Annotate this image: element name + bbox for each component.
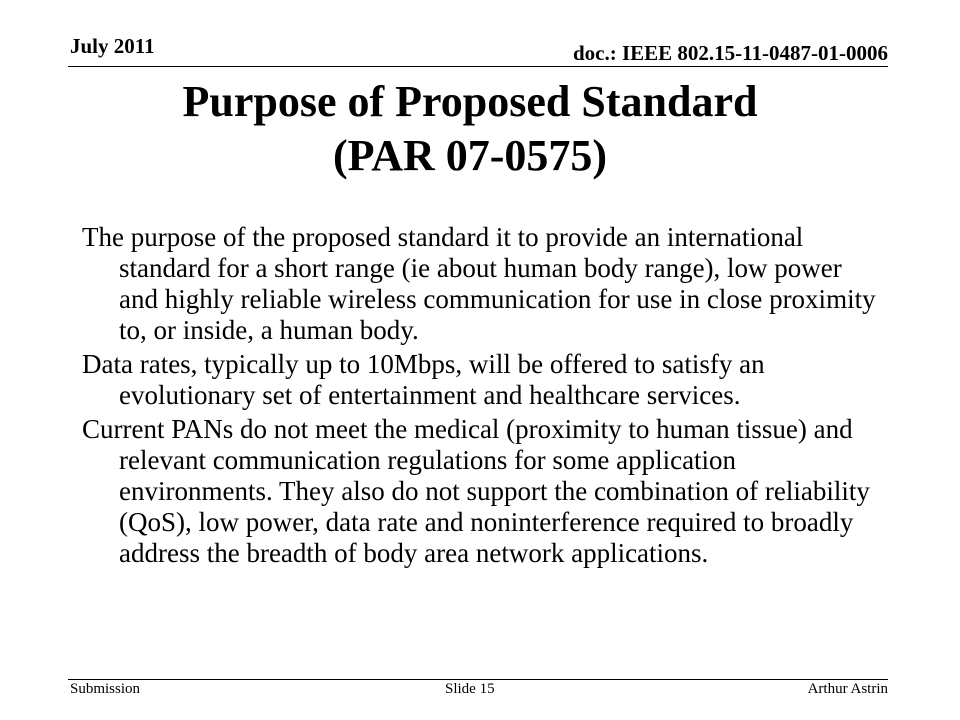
body-paragraph-purpose: The purpose of the proposed standard it to provide an international standard for a short range (ie about human body range), low power and highly reliable wireless communication for use in close proximity to, or inside, a human body. [82, 222, 876, 345]
slide-body [82, 222, 882, 572]
header-divider [68, 66, 888, 67]
title-line-2: (PAR 07-0575) [332, 131, 608, 180]
body-paragraph-data-rates: Data rates, typically up to 10Mbps, will be offered to satisfy an evolutionary set of entertainment and healthcare services. [82, 349, 765, 410]
footer-submission: Submission [70, 681, 141, 697]
slide-title [0, 75, 940, 183]
body-paragraph-current-pans: Current PANs do not meet the medical (proximity to human tissue) and relevant communication regulations for some application environments. They also do not support the combination of reliability (QoS), low power, data rate and noninterference required to broadly address the breadth of body area network applications. [82, 414, 870, 568]
title-line-1: Purpose of Proposed Standard [182, 77, 758, 126]
footer-divider [68, 679, 888, 680]
header-date: July 2011 [70, 34, 155, 58]
footer-author: Arthur Astrin [807, 681, 888, 697]
header-doc-id: doc.: IEEE 802.15-11-0487-01-0006 [573, 41, 888, 65]
footer-slide-number: Slide 15 [445, 681, 495, 697]
